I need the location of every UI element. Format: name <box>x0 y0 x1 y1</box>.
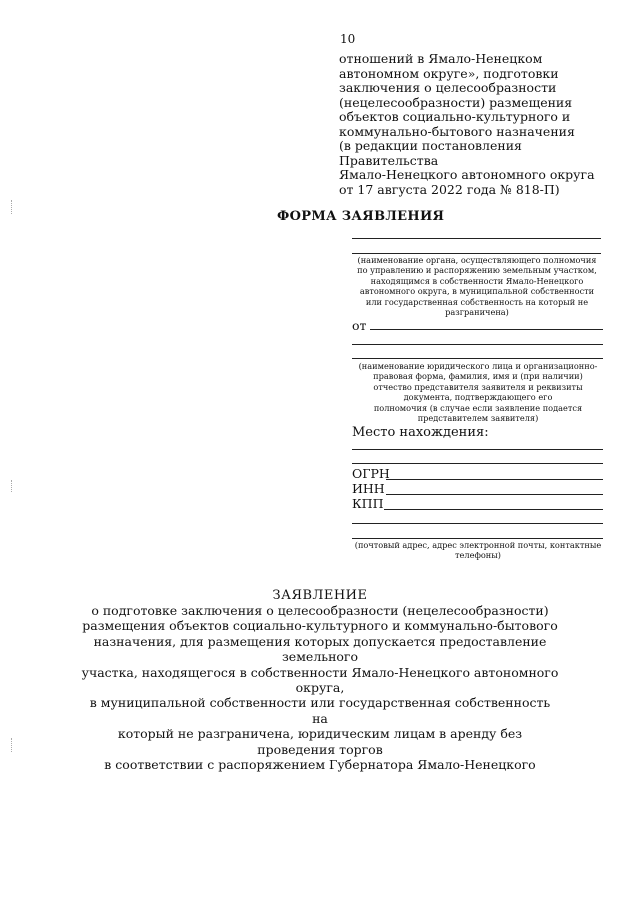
header-line: заключения о целесообразности <box>339 80 557 95</box>
header-line: от 17 августа 2022 года № 818-П) <box>339 181 560 197</box>
body-line: в соответствии с распоряжением Губернатора Ямало-Ненецкого <box>104 757 536 773</box>
kpp-label: КПП <box>352 496 384 511</box>
kpp-field[interactable] <box>384 509 603 510</box>
page-number: 10 <box>340 32 356 46</box>
scan-mark <box>11 738 14 752</box>
header-line: (нецелесообразности) размещения <box>339 94 573 110</box>
header-line: автономном округе», подготовки <box>339 65 559 81</box>
header-line: Ямало-Ненецкого автономного округа <box>339 167 595 182</box>
document-header <box>339 52 619 197</box>
recipient-caption <box>347 255 607 317</box>
header-line: коммунально-бытового назначения <box>339 123 575 139</box>
contacts-caption <box>347 540 609 561</box>
location-field[interactable] <box>352 449 603 450</box>
caption-line: или государственная собственность на который не <box>365 296 589 307</box>
header-line: (в редакции постановления Правительства <box>339 138 522 168</box>
body-line: который не разграничена, юридическим лицам в аренду без проведения торгов <box>117 726 523 757</box>
form-title: ФОРМА ЗАЯВЛЕНИЯ <box>277 209 445 224</box>
inn-field[interactable] <box>386 494 603 495</box>
caption-line: автономного округа, в муниципальной собственности <box>359 286 595 297</box>
ogrn-field[interactable] <box>386 479 603 480</box>
applicant-caption <box>347 361 609 423</box>
recipient-line <box>352 238 601 239</box>
caption-line: представителем заявителя) <box>417 413 539 424</box>
contacts-field[interactable] <box>352 538 603 539</box>
caption-line: (наименование органа, осуществляющего полномочия <box>357 255 597 265</box>
caption-line: (почтовый адрес, адрес электронной почты, контактные <box>354 540 602 550</box>
body-line: о подготовке заключения о целесообразности (нецелесообразности) <box>91 603 549 618</box>
header-line: объектов социально-культурного и <box>339 109 571 124</box>
caption-line: находящимся в собственности Ямало-Ненецкого <box>370 275 584 286</box>
inn-label: ИНН <box>352 481 385 496</box>
body-line: участка, находящегося в собственности Ямало-Ненецкого автономного округа, <box>81 664 559 696</box>
caption-line: разграничена) <box>445 307 509 318</box>
caption-line: отчество представителя заявителя и реквизиты <box>373 381 583 392</box>
caption-line: полномочия (в случае если заявление подается <box>373 402 583 413</box>
ogrn-label: ОГРН <box>352 466 390 481</box>
scan-mark <box>11 200 14 214</box>
caption-line: телефоны) <box>455 550 501 561</box>
application-title: ЗАЯВЛЕНИЕ <box>272 588 368 603</box>
caption-line: правовая форма, фамилия, имя и (при наличии) <box>373 371 583 382</box>
header-line: отношений в Ямало-Ненецком <box>339 51 543 66</box>
scan-mark <box>11 480 14 492</box>
location-label: Место нахождения: <box>352 425 489 440</box>
caption-line: (наименование юридического лица и организационно- <box>358 361 598 371</box>
applicant-field[interactable] <box>352 344 603 345</box>
caption-line: по управлению и распоряжению земельным участком, <box>357 265 597 276</box>
applicant-field[interactable] <box>370 329 603 330</box>
recipient-line <box>352 253 601 254</box>
location-field[interactable] <box>352 463 603 464</box>
contacts-field[interactable] <box>352 523 603 524</box>
applicant-field[interactable] <box>352 358 603 359</box>
body-line: размещения объектов социально-культурного и коммунально-бытового <box>82 618 558 634</box>
body-line: в муниципальной собственности или государственная собственность на <box>89 695 551 726</box>
caption-line: документа, подтверждающего его <box>403 392 553 403</box>
application-body <box>80 603 560 772</box>
body-line: назначения, для размещения которых допускается предоставление земельного <box>93 633 547 665</box>
from-label: от <box>352 318 367 333</box>
